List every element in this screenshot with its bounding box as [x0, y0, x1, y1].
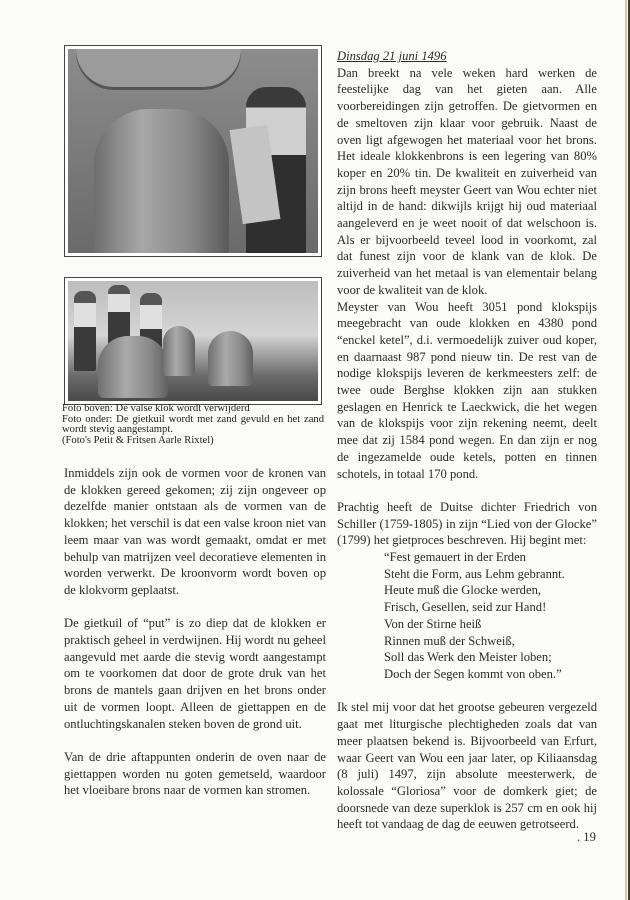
- left-column: [64, 465, 326, 799]
- poem-line: Doch der Segen kommt von oben.”: [384, 667, 562, 681]
- poem-line: Rinnen muß der Schweiß,: [384, 633, 515, 648]
- poem-line: Heute muß die Glocke werden,: [384, 583, 542, 598]
- caption-line-3: (Foto's Petit & Fritsen Aarle Rixtel): [62, 434, 214, 446]
- photo-bottom-casting-pit: [64, 277, 322, 405]
- schiller-poem: [384, 549, 597, 683]
- photo-caption: [62, 404, 324, 446]
- caption-line-2: Foto onder: De gietkuil wordt met zand gevuld en het zand wordt stevig aangestampt.: [62, 413, 324, 435]
- poem-line: Frisch, Gesellen, seid zur Hand!: [384, 600, 547, 615]
- bell-mould-cap: [76, 49, 241, 87]
- right-paragraph-3: Prachtig heeft de Duitse dichter Friedrich von Schiller (1759-1805) in zijn “Lied von der Glocke” (1799) het gietproces beschreven. Hij begint met:: [337, 499, 597, 548]
- caption-line-1: Foto boven: De valse klok wordt verwijderd: [62, 403, 250, 414]
- photo-top-bell-removal: [64, 45, 322, 257]
- bell-shape: [94, 109, 229, 253]
- right-paragraph-2: Meyster van Wou heeft 3051 pond klokspijs meegebracht van oude klokken en 4380 pond “enckel ketel”, d.i. vermoedelijk zuiver oud koper, en daarnaast 987 pond nieuw tin. De rest van de nodige klokspijs leveren de kerkmeesters zelf: de twee oude Berghse klokken zijn aan stukken geslagen en Henrick te Laeckwick, die het wegen van de klokspijs voor zijn rekening neemt, deelt mee dat zij 1584 pond wegen. En dan zijn er nog de ingezamelde oude ketels, potten en tinnen schotels, in totaal 170 pond.: [337, 299, 597, 481]
- left-paragraph-3: Van de drie aftappunten onderin de oven naar de giettappen worden nu goten gemetseld, waardoor het vloeibare brons naar de vormen kan stromen.: [64, 749, 326, 798]
- worker-1: [74, 291, 96, 371]
- poem-line: Soll das Werk den Meister loben;: [384, 650, 552, 665]
- date-heading: Dinsdag 21 juni 1496: [337, 49, 447, 63]
- poem-line: Steht die Form, aus Lehm gebrannt.: [384, 566, 565, 581]
- photo-bottom-image: [68, 281, 318, 401]
- poem-line: Von der Stirne heiß: [384, 616, 482, 631]
- right-column: [337, 48, 597, 833]
- poem-line: “Fest gemauert in der Erden: [384, 550, 526, 565]
- bell-1: [98, 336, 168, 398]
- bell-2: [163, 326, 195, 376]
- bell-3: [208, 331, 253, 386]
- right-paragraph-1: Dan breekt na vele weken hard werken de feestelijke dag van het gieten aan. Alle voorbereidingen zijn getroffen. De gietvormen en de smeltoven zijn klaar voor gebruik. Naast de oven ligt afgewogen het materiaal voor het brons. Het ideale klokkenbrons is een legering van 80% koper en 20% tin. De kwaliteit en zuiverheid van zijn brons heeft meyster Geert van Wou echter niet altijd in de hand: dikwijls krijgt hij oud materiaal aangeleverd en je weet nooit of dat welschoon is. Als er bijvoorbeeld teveel lood in voorkomt, zal dat funest zijn voor de klank van de klok. De zuiverheid van het metaal is van elementair belang voor de kwaliteit van de klok.: [337, 65, 597, 297]
- right-paragraph-closing: Ik stel mij voor dat het grootse gebeuren vergezeld gaat met liturgische plechtigheden zoals dat van meer plaatsen bekend is. Bijvoorbeeld van Erfurt, waar Geert van Wou een jaar later, op Kiliaansdag (8 juli) 1497, zijn absolute meesterwerk, de kolossale “Gloriosa” voor de domkerk giet; de doorsnede van deze superklok is 257 cm en ook hij heeft tot vandaag de dag de eeuwen getrotseerd.: [337, 700, 597, 832]
- page-edge-line: [625, 0, 627, 900]
- left-paragraph-2: De gietkuil of “put” is zo diep dat de klokken er praktisch geheel in verdwijnen. Hij wordt nu geheel aangevuld met aarde die stevig wordt aangestampt om te voorkomen dat door de grote druk van het brons de mantels gaan drijven en het brons onder uit de vormen loopt. Alleen de giettappen en de ontluchtingskanalen steken boven de grond uit.: [64, 616, 326, 731]
- page-number: . 19: [577, 830, 596, 844]
- photo-top-image: [68, 49, 318, 253]
- left-paragraph-1: Inmiddels zijn ook de vormen voor de kronen van de klokken gereed gekomen; zij zijn ongeveer op dezelfde manier ontstaan als de vormen van de klokken; het verschil is dat een valse kroon niet van leem maar van was wordt gemaakt, omdat er met behulp van matrijzen veel decoratieve elementen in worden verwerkt. De kroonvorm wordt boven op de klokvorm geplaatst.: [64, 466, 326, 597]
